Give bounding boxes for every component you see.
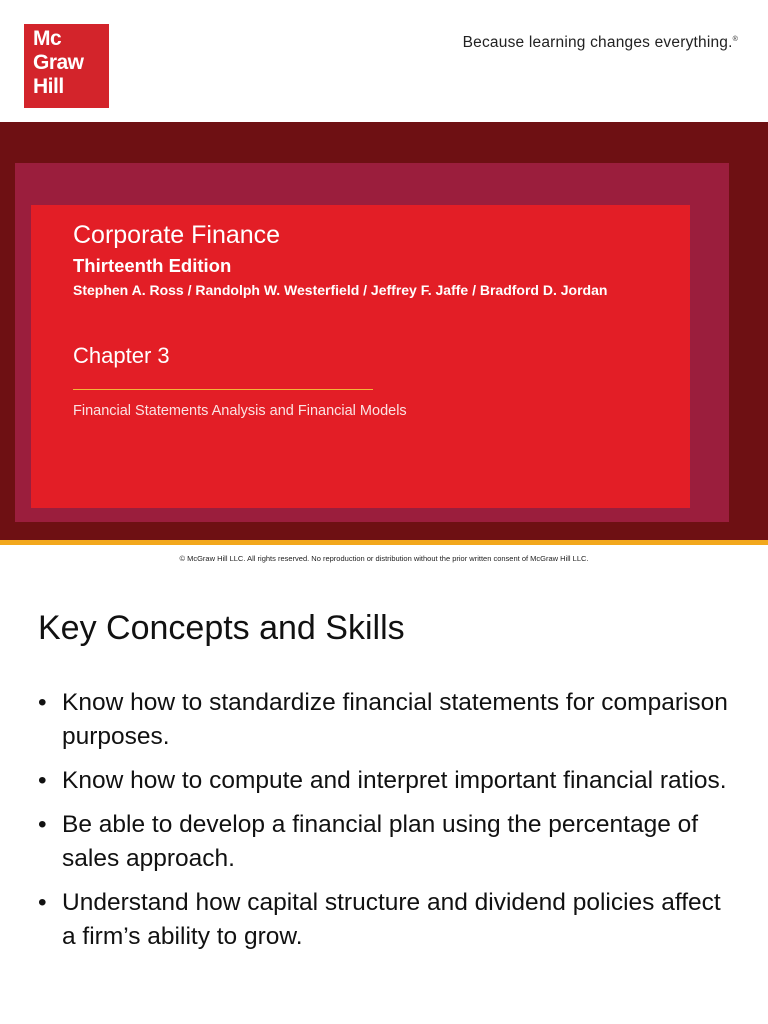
bullet-dot-icon: • — [38, 889, 47, 916]
bullet-dot-icon: • — [38, 811, 47, 838]
tagline-text: Because learning changes everything. — [462, 34, 733, 51]
bullet-item — [38, 686, 738, 754]
logo-line-2: Graw — [33, 51, 84, 74]
bullet-item — [38, 886, 738, 954]
logo-line-3: Hill — [33, 75, 64, 98]
registered-mark: ® — [732, 35, 738, 43]
chapter-divider — [73, 389, 373, 390]
book-edition: Thirteenth Edition — [73, 255, 232, 276]
bullet-item — [38, 764, 738, 798]
bullet-text: Be able to develop a financial plan using the percentage of sales approach. — [62, 811, 699, 872]
logo-line-1: Mc — [33, 27, 62, 50]
bullet-dot-icon: • — [38, 767, 47, 794]
header — [0, 0, 768, 122]
book-title: Corporate Finance — [73, 221, 281, 249]
copyright-notice: © McGraw Hill LLC. All rights reserved. No reproduction or distribution without the prior written consent of McGraw Hill LLC. — [179, 554, 589, 563]
gold-divider — [0, 540, 768, 545]
cover-banner — [0, 122, 768, 540]
cover-panel — [31, 205, 690, 508]
chapter-number: Chapter 3 — [73, 343, 170, 368]
book-authors: Stephen A. Ross / Randolph W. Westerfield / Jeffrey F. Jaffe / Bradford D. Jordan — [73, 282, 608, 298]
bullet-dot-icon: • — [38, 689, 47, 716]
tagline — [463, 34, 738, 52]
bullet-text: Understand how capital structure and dividend policies affect a firm’s ability to grow. — [62, 889, 721, 950]
bullet-item — [38, 808, 738, 876]
chapter-title: Financial Statements Analysis and Financial Models — [73, 403, 407, 419]
mcgraw-hill-logo[interactable] — [24, 24, 109, 108]
bullet-text: Know how to compute and interpret important financial ratios. — [62, 767, 727, 794]
bullet-text: Know how to standardize financial statements for comparison purposes. — [62, 689, 728, 750]
bullet-list — [38, 686, 738, 964]
slide-title: Key Concepts and Skills — [38, 609, 405, 647]
cover-banner-frame — [15, 163, 729, 522]
